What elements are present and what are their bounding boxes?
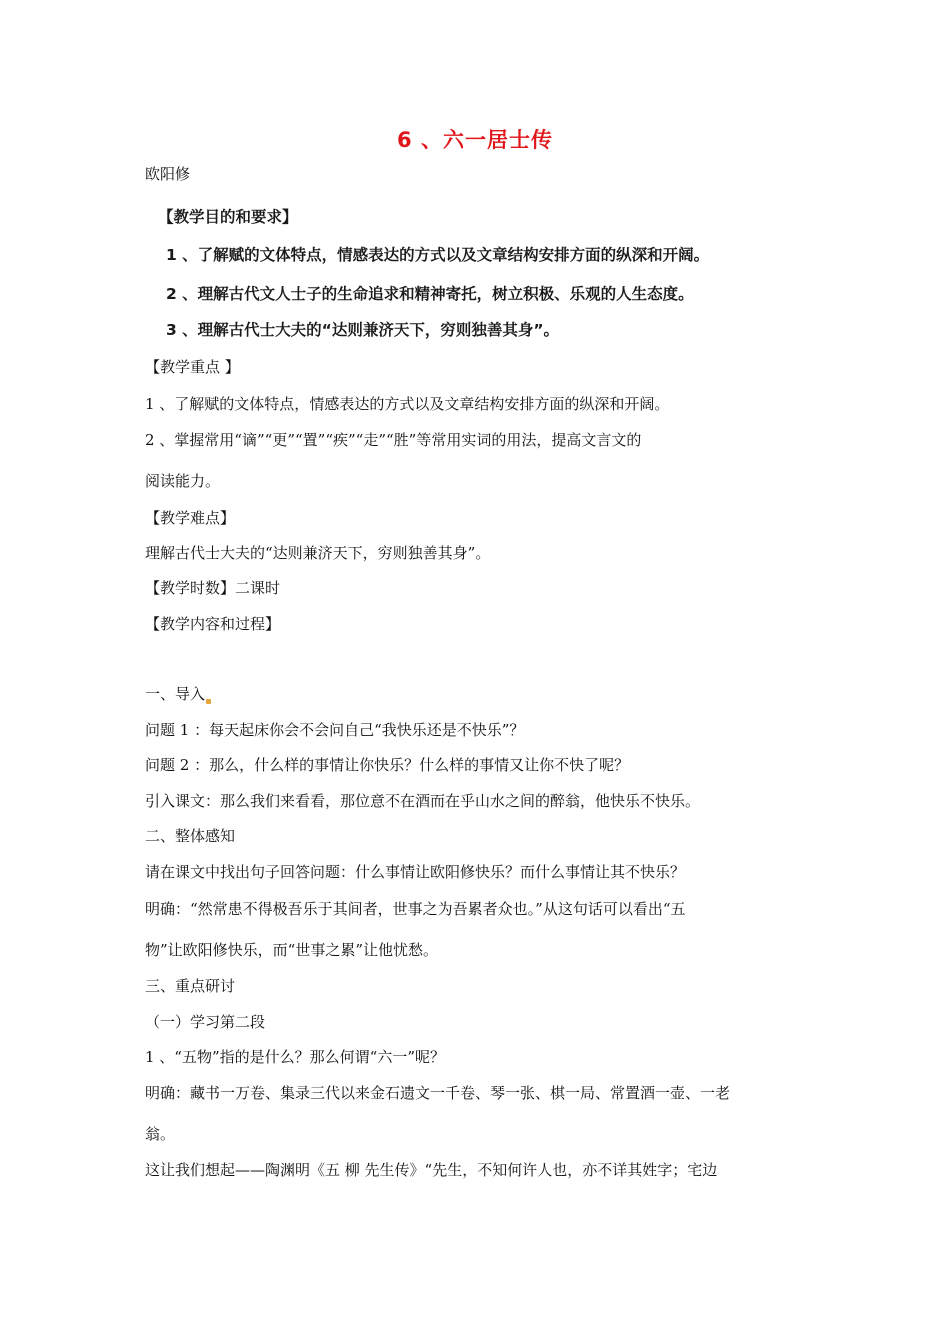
- process-heading: 【教学内容和过程】: [145, 615, 281, 633]
- section-heading-study: 三、重点研讨: [145, 977, 236, 995]
- focus-item-2-line-1: 2 、掌握常用“谪”“更”“置”“疾”“走”“胜”等常用实词的用法，提高文言文的: [145, 431, 642, 449]
- difficulty-heading: 【教学难点】: [145, 509, 236, 527]
- author-name: 欧阳修: [145, 165, 191, 183]
- body-line: 翁。: [145, 1125, 176, 1143]
- objective-item-2: 2 、理解古代文人士子的生命追求和精神寄托，树立积极、乐观的人生态度。: [166, 285, 694, 303]
- highlight-mark: [206, 699, 211, 704]
- document-title: 6 、六一居士传: [397, 128, 553, 152]
- objective-item-1: 1 、了解赋的文体特点，情感表达的方式以及文章结构安排方面的纵深和开阔。: [166, 246, 710, 264]
- body-line: 明确：“然常患不得极吾乐于其间者，世事之为吾累者众也。”从这句话可以看出“五: [145, 900, 686, 918]
- section-heading-overview: 二、整体感知: [145, 827, 236, 845]
- body-line: 引入课文：那么我们来看看，那位意不在酒而在乎山水之间的醉翁，他快乐不快乐。: [145, 792, 701, 810]
- teaching-hours: 【教学时数】二课时: [145, 579, 281, 597]
- body-line: 明确：藏书一万卷、集录三代以来金石遗文一千卷、琴一张、棋一局、常置酒一壶、一老: [145, 1084, 731, 1102]
- difficulty-text: 理解古代士大夫的“达则兼济天下，穷则独善其身”。: [145, 544, 491, 562]
- body-line: 物”让欧阳修快乐，而“世事之累”让他忧愁。: [145, 941, 439, 959]
- focus-heading: 【教学重点 】: [145, 358, 240, 376]
- body-line: 1 、“五物”指的是什么？那么何谓“六一”呢？: [145, 1048, 445, 1066]
- body-line: 问题 1 ：每天起床你会不会问自己“我快乐还是不快乐”？: [145, 721, 525, 739]
- section-heading-intro-text: 一、导入: [145, 685, 206, 703]
- body-line: 问题 2 ：那么，什么样的事情让你快乐？什么样的事情又让你不快了呢？: [145, 756, 630, 774]
- body-line: 这让我们想起——陶渊明《五 柳 先生传》“先生，不知何许人也，亦不详其姓字；宅边: [145, 1161, 718, 1179]
- body-line: 请在课文中找出句子回答问题：什么事情让欧阳修快乐？而什么事情让其不快乐？: [145, 863, 686, 881]
- focus-item-2-line-2: 阅读能力。: [145, 472, 221, 490]
- objectives-heading: 【教学目的和要求】: [158, 208, 298, 226]
- focus-item-1: 1 、了解赋的文体特点，情感表达的方式以及文章结构安排方面的纵深和开阔。: [145, 395, 670, 413]
- objective-item-3: 3 、理解古代士大夫的“达则兼济天下，穷则独善其身”。: [166, 321, 560, 339]
- section-heading-intro: [145, 684, 211, 704]
- subsection-heading: （一）学习第二段: [145, 1013, 266, 1031]
